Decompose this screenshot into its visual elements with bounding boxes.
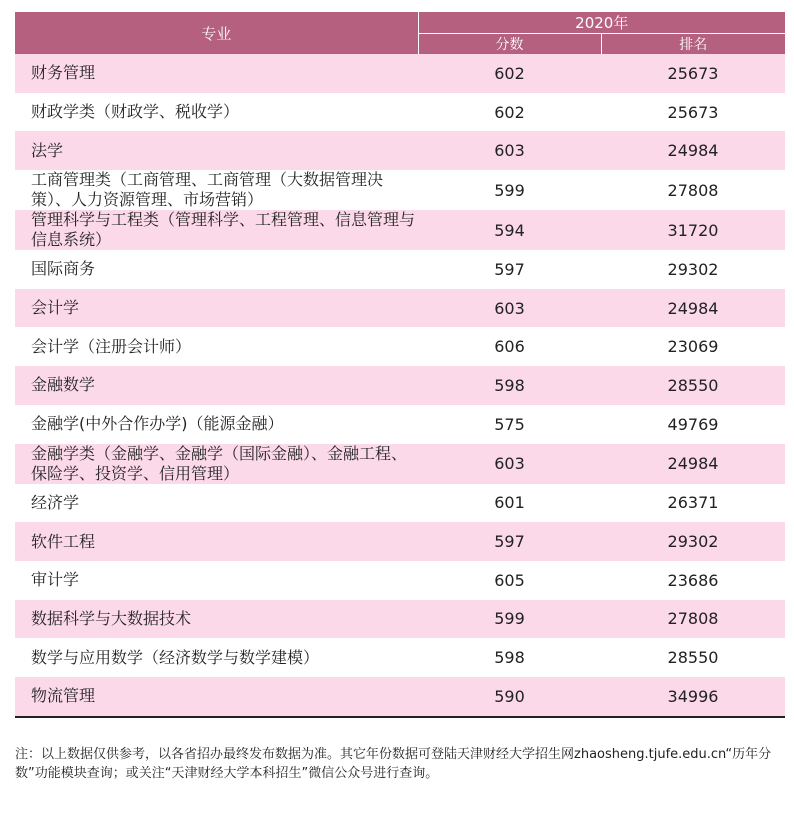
- major-cell: 金融学类（金融学、金融学（国际金融）、金融工程、保险学、投资学、信用管理）: [15, 444, 418, 484]
- rank-cell: 28550: [601, 366, 785, 405]
- score-cell: 602: [418, 93, 601, 132]
- rank-cell: 23686: [601, 561, 785, 600]
- score-cell: 598: [418, 366, 601, 405]
- major-cell: 物流管理: [15, 677, 418, 717]
- footnote: 注：以上数据仅供参考，以各省招办最终发布数据为准。其它年份数据可登陆天津财经大学招生网zhaosheng.tjufe.edu.cn“历年分数”功能模块查询；或关注“天津财经大学本科招生”微信公众号进行查询。: [15, 747, 772, 781]
- major-cell: 财政学类（财政学、税收学）: [15, 93, 418, 132]
- table-row: [15, 522, 785, 561]
- rank-cell: 24984: [601, 289, 785, 328]
- table-row: [15, 250, 785, 289]
- major-cell: 金融学(中外合作办学)（能源金融）: [15, 405, 418, 444]
- header-rank: 排名: [601, 34, 785, 55]
- score-cell: 598: [418, 638, 601, 677]
- score-cell: 601: [418, 484, 601, 523]
- score-cell: 599: [418, 600, 601, 639]
- header-score: 分数: [418, 34, 601, 55]
- major-cell: 工商管理类（工商管理、工商管理（大数据管理决策）、人力资源管理、市场营销）: [15, 170, 418, 210]
- score-table-container: [15, 12, 785, 718]
- score-cell: 590: [418, 677, 601, 717]
- major-cell: 数据科学与大数据技术: [15, 600, 418, 639]
- table-row: [15, 561, 785, 600]
- table-row: [15, 677, 785, 717]
- major-cell: 数学与应用数学（经济数学与数学建模）: [15, 638, 418, 677]
- table-row: [15, 289, 785, 328]
- major-cell: 会计学: [15, 289, 418, 328]
- rank-cell: 28550: [601, 638, 785, 677]
- rank-cell: 27808: [601, 170, 785, 210]
- score-cell: 603: [418, 131, 601, 170]
- score-cell: 594: [418, 210, 601, 250]
- table-row: [15, 131, 785, 170]
- rank-cell: 49769: [601, 405, 785, 444]
- major-cell: 经济学: [15, 484, 418, 523]
- rank-cell: 34996: [601, 677, 785, 717]
- rank-cell: 25673: [601, 54, 785, 93]
- score-cell: 605: [418, 561, 601, 600]
- table-row: [15, 600, 785, 639]
- score-cell: 599: [418, 170, 601, 210]
- score-cell: 597: [418, 250, 601, 289]
- score-cell: 602: [418, 54, 601, 93]
- major-cell: 金融数学: [15, 366, 418, 405]
- header-year: 2020年: [418, 12, 785, 34]
- major-cell: 软件工程: [15, 522, 418, 561]
- table-row: [15, 170, 785, 210]
- header-major: 专业: [15, 12, 418, 54]
- table-row: [15, 327, 785, 366]
- rank-cell: 24984: [601, 131, 785, 170]
- table-row: [15, 93, 785, 132]
- table-row: [15, 444, 785, 484]
- table-row: [15, 405, 785, 444]
- major-cell: 会计学（注册会计师）: [15, 327, 418, 366]
- score-table: [15, 12, 785, 718]
- table-row: [15, 638, 785, 677]
- major-cell: 国际商务: [15, 250, 418, 289]
- score-cell: 597: [418, 522, 601, 561]
- table-row: [15, 54, 785, 93]
- score-cell: 606: [418, 327, 601, 366]
- rank-cell: 25673: [601, 93, 785, 132]
- score-cell: 603: [418, 289, 601, 328]
- major-cell: 财务管理: [15, 54, 418, 93]
- rank-cell: 31720: [601, 210, 785, 250]
- major-cell: 审计学: [15, 561, 418, 600]
- rank-cell: 23069: [601, 327, 785, 366]
- rank-cell: 26371: [601, 484, 785, 523]
- major-cell: 法学: [15, 131, 418, 170]
- table-row: [15, 366, 785, 405]
- score-cell: 603: [418, 444, 601, 484]
- rank-cell: 27808: [601, 600, 785, 639]
- table-row: [15, 210, 785, 250]
- table-header: [15, 12, 785, 54]
- score-cell: 575: [418, 405, 601, 444]
- table-body: [15, 54, 785, 717]
- major-cell: 管理科学与工程类（管理科学、工程管理、信息管理与信息系统）: [15, 210, 418, 250]
- table-row: [15, 484, 785, 523]
- rank-cell: 29302: [601, 250, 785, 289]
- rank-cell: 29302: [601, 522, 785, 561]
- rank-cell: 24984: [601, 444, 785, 484]
